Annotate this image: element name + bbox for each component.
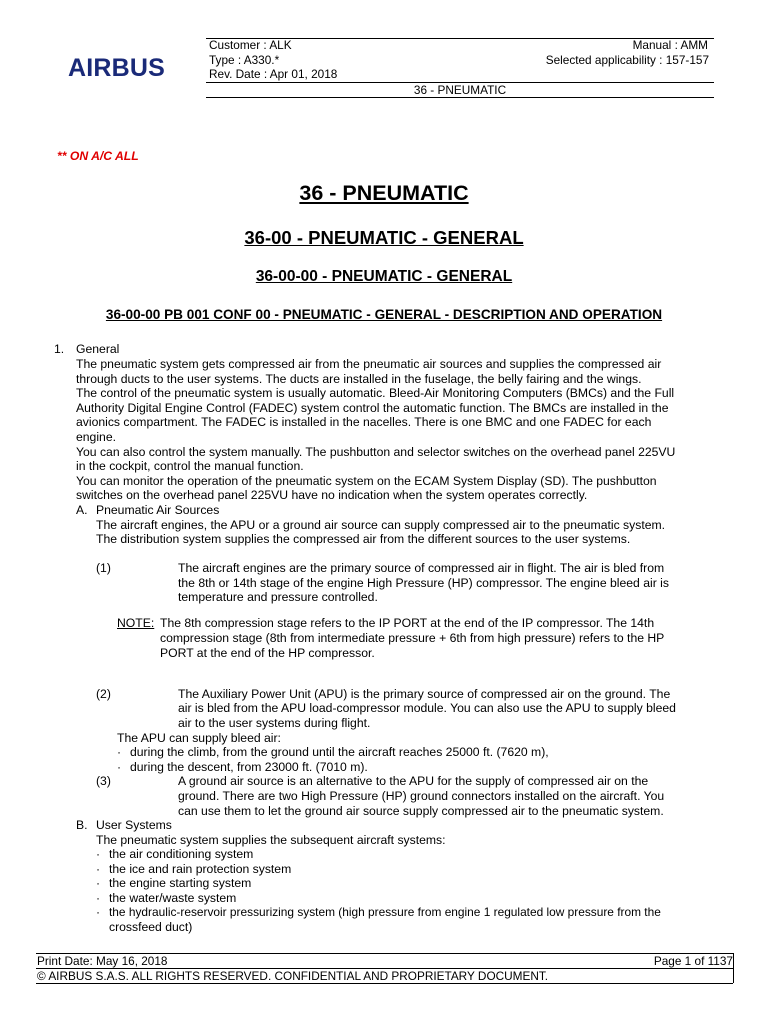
note-line: The 8th compression stage refers to the IP PORT at the end of the IP compressor. The 14th [160,616,655,630]
note-label: NOTE: [117,616,155,630]
paragraph-line: You can also control the system manually. The pushbutton and selector switches on the overhead panel 225VU [76,445,676,459]
list-item: during the climb, from the ground until the aircraft reaches 25000 ft. (7620 m), [130,745,549,759]
section-title: 36-00 - PNEUMATIC - GENERAL [244,227,524,248]
task-title: 36-00-00 PB 001 CONF 00 - PNEUMATIC - GENERAL - DESCRIPTION AND OPERATION [105,307,663,322]
header-customer: Customer : ALK [209,38,292,52]
item-number: (2) [96,687,111,701]
paragraph-line: air to the user systems during flight. [178,716,371,730]
list-item: the engine starting system [109,876,252,890]
footer-page-number: Page 1 of 1137 [653,954,733,968]
bullet-icon: · [117,760,122,774]
list-item: the ice and rain protection system [109,862,292,876]
note-line: compression stage (8th from intermediate pressure + 6th from high pressure) refers to the HP [160,631,665,645]
chapter-title: 36 - PNEUMATIC [299,181,469,205]
bullet-icon: · [96,862,101,876]
footer-right-border [733,953,734,983]
section-number: 1. [54,342,65,356]
list-item: crossfeed duct) [109,920,193,934]
paragraph-line: The pneumatic system supplies the subsequent aircraft systems: [96,833,446,847]
paragraph-line: The Auxiliary Power Unit (APU) is the primary source of compressed air on the ground. The [178,687,671,701]
paragraph-line: ground. There are two High Pressure (HP) ground connectors installed on the aircraft. You [178,789,665,803]
airbus-logo: AIRBUS [68,54,166,82]
subsection-number: B. [76,818,88,832]
paragraph-line: through ducts to the user systems. The ducts are installed in the fuselage, the belly fairing and the wings. [76,372,642,386]
paragraph-line: temperature and pressure controlled. [178,590,378,604]
header-manual: Manual : AMM [632,38,708,52]
paragraph-line: The control of the pneumatic system is usually automatic. Bleed-Air Monitoring Computers (BMCs) and the Full [76,386,675,400]
footer-bottom-rule [36,983,733,984]
paragraph-line: The distribution system supplies the compressed air from the different sources to the user systems. [96,532,631,546]
header-chapter: 36 - PNEUMATIC [413,83,507,97]
subject-title: 36-00-00 - PNEUMATIC - GENERAL [255,268,513,285]
paragraph-line: The APU can supply bleed air: [117,731,281,745]
paragraph-line: the 8th or 14th stage of the engine High Pressure (HP) compressor. The engine bleed air is [178,576,669,590]
bullet-icon: · [96,891,101,905]
section-heading: General [76,342,120,356]
list-item: the hydraulic-reservoir pressurizing system (high pressure from engine 1 regulated low pressure from the [109,905,661,919]
footer-copyright: © AIRBUS S.A.S. ALL RIGHTS RESERVED. CONFIDENTIAL AND PROPRIETARY DOCUMENT. [37,969,549,983]
header-applicability: Selected applicability : 157-157 [545,53,709,67]
item-number: (1) [96,561,111,575]
paragraph-line: switches on the overhead panel 225VU have no indication when the system operates correctly. [76,488,588,502]
paragraph-line: engine. [76,430,116,444]
list-item: the air conditioning system [109,847,254,861]
paragraph-line: in the cockpit, control the manual function. [76,459,304,473]
paragraph-line: The pneumatic system gets compressed air from the pneumatic air sources and supplies the compressed air [76,357,662,371]
note-line: PORT at the end of the HP compressor. [160,646,375,660]
list-item: during the descent, from 23000 ft. (7010 m). [130,760,368,774]
bullet-icon: · [117,745,122,759]
header-type: Type : A330.* [209,53,280,67]
bullet-icon: · [96,847,101,861]
item-number: (3) [96,774,111,788]
paragraph-line: air is bled from the APU load-compressor module. You can also use the APU to supply bleed [178,701,676,715]
bullet-icon: · [96,876,101,890]
footer-print-date: Print Date: May 16, 2018 [37,954,168,968]
paragraph-line: A ground air source is an alternative to the APU for the supply of compressed air on the [178,774,649,788]
paragraph-line: avionics compartment. The FADEC is installed in the nacelles. There is one BMC and one FADEC for each [76,415,652,429]
paragraph-line: The aircraft engines are the primary source of compressed air in flight. The air is bled from [178,561,665,575]
header-bottom-rule [206,97,714,98]
paragraph-line: can use them to let the ground air source supply compressed air to the pneumatic system. [178,804,664,818]
paragraph-line: The aircraft engines, the APU or a ground air source can supply compressed air to the pneumatic system. [96,518,666,532]
header-rev-date: Rev. Date : Apr 01, 2018 [209,67,338,81]
list-item: the water/waste system [109,891,237,905]
effectivity: ** ON A/C ALL [57,149,139,163]
subsection-heading: User Systems [96,818,172,832]
subsection-heading: Pneumatic Air Sources [96,503,220,517]
bullet-icon: · [96,905,101,919]
paragraph-line: You can monitor the operation of the pneumatic system on the ECAM System Display (SD). The pushbutton [76,474,657,488]
paragraph-line: Authority Digital Engine Control (FADEC) system control the automatic function. The BMCs are installed in the [76,401,669,415]
subsection-number: A. [76,503,88,517]
